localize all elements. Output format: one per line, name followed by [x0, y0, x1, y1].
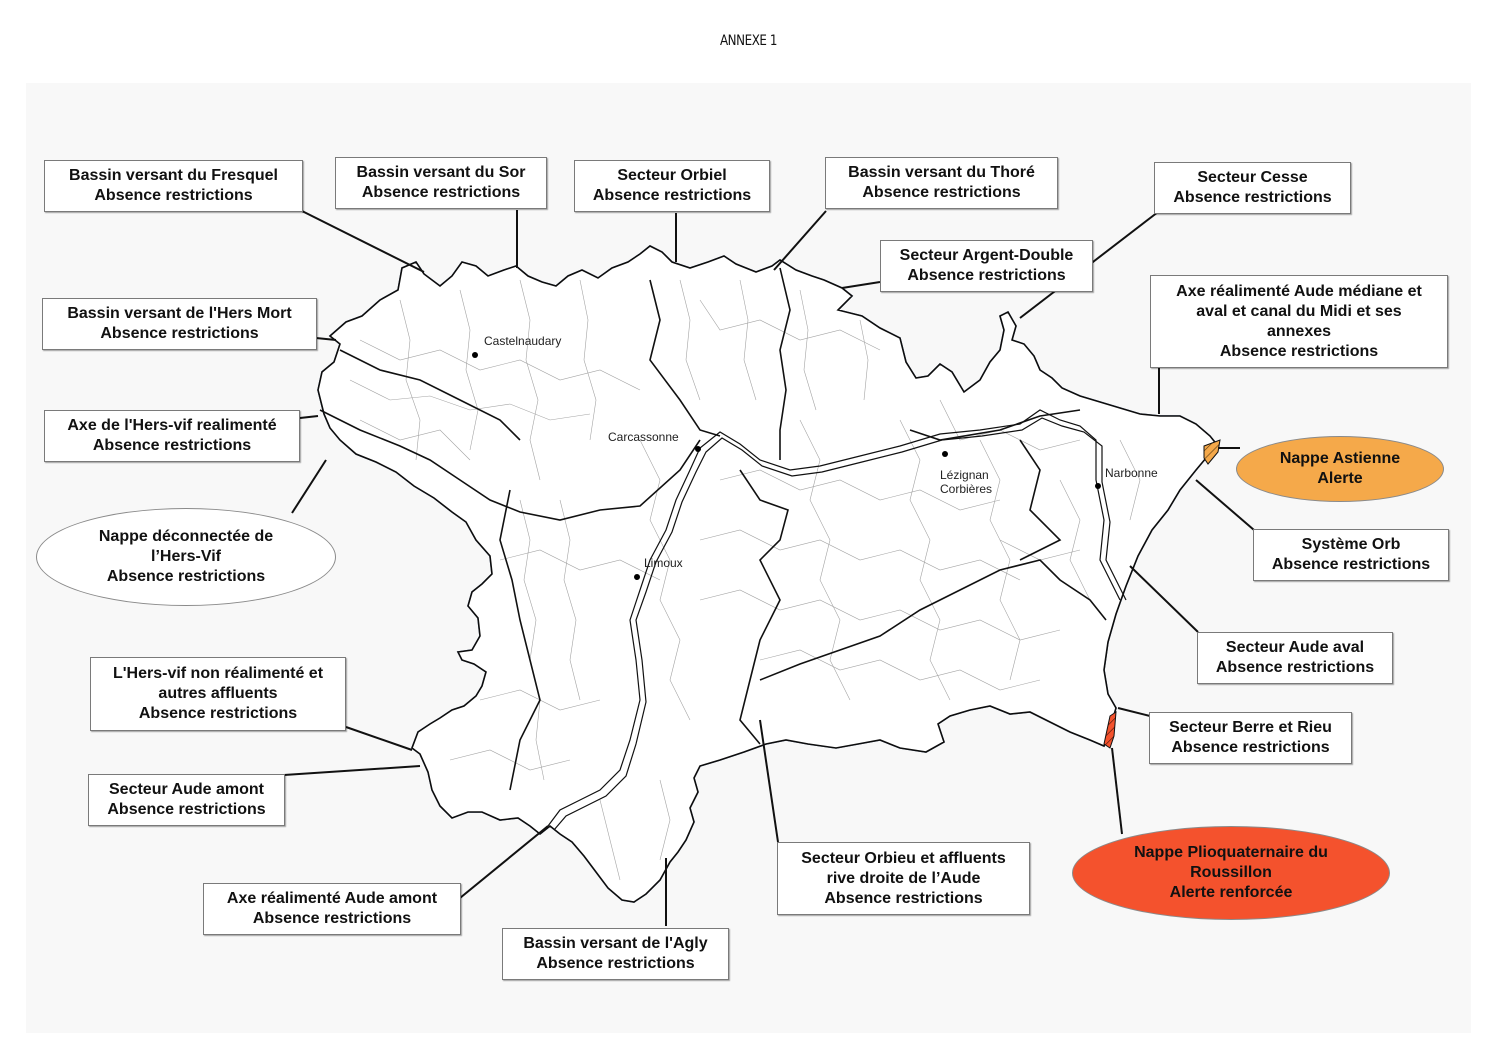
zone-name: Bassin versant du Fresquel [69, 167, 278, 184]
callout-axe-aude-amont [203, 883, 461, 935]
ellipse-nappe-roussillon [1072, 826, 1390, 920]
town-label-lezignan-line1: Lézignan [940, 468, 989, 482]
zone-name: Secteur Cesse [1197, 169, 1308, 186]
callout-thore [825, 157, 1058, 209]
callout-orbieu [777, 842, 1030, 915]
town-marker-narbonne [1095, 483, 1101, 489]
town-marker-lezignan [942, 451, 948, 457]
zone-name: Axe réalimenté Aude amont [226, 890, 438, 907]
town-label-limoux: Limoux [644, 556, 683, 570]
zone-name-line2: l’Hers-Vif [151, 548, 221, 565]
zone-name-line1: Secteur Orbieu et affluents [801, 849, 1006, 867]
zone-status: Absence restrictions [94, 187, 253, 204]
zone-status: Absence restrictions [536, 955, 695, 972]
callout-aude-amont [88, 774, 285, 826]
department-outline [318, 246, 1218, 902]
zone-status: Absence restrictions [106, 568, 266, 585]
town-label-lezignan [940, 468, 992, 496]
town-label-carcassonne: Carcassonne [608, 430, 679, 444]
town-label-castelnaudary: Castelnaudary [484, 334, 562, 348]
zone-status: Absence restrictions [92, 437, 252, 454]
zone-name-line2: autres affluents [158, 685, 278, 702]
zone-name: Bassin versant du Sor [356, 164, 526, 181]
zone-status: Absence restrictions [907, 267, 1066, 284]
town-marker-carcassonne [695, 446, 701, 452]
town-marker-limoux [634, 574, 640, 580]
zone-status: Absence restrictions [361, 184, 521, 201]
callout-agly [502, 928, 729, 980]
callout-aude-mediane [1150, 275, 1448, 368]
zone-status: Alerte [1317, 470, 1363, 487]
callout-cesse [1154, 162, 1351, 214]
zone-name: Bassin versant de l'Agly [523, 935, 708, 952]
page-title: ANNEXE 1 [719, 33, 778, 49]
zone-name-line2: aval et canal du Midi et ses [1196, 302, 1402, 320]
callout-fresquel [44, 160, 303, 212]
callout-argent-double [880, 240, 1093, 292]
zone-name-line1: Nappe Plioquaternaire du [1134, 844, 1328, 861]
callout-aude-aval [1197, 632, 1393, 684]
zone-name: Secteur Aude amont [109, 781, 264, 798]
zone-name: Bassin versant de l'Hers Mort [67, 305, 292, 322]
town-label-lezignan-line2: Corbières [940, 482, 993, 496]
callout-hers-vif-non-realimente [90, 657, 346, 731]
zone-name: Axe de l'Hers-vif realimenté [67, 417, 277, 434]
zone-status: Absence restrictions [824, 889, 983, 907]
zone-status: Absence restrictions [1173, 189, 1332, 206]
callout-hers-vif-realimente [44, 410, 300, 462]
zone-status: Absence restrictions [862, 184, 1021, 201]
zone-status: Absence restrictions [107, 801, 266, 818]
zone-name: Secteur Orbiel [617, 167, 727, 184]
town-marker-castelnaudary [472, 352, 478, 358]
zone-name-line3: annexes [1266, 322, 1332, 340]
callout-systeme-orb [1253, 529, 1449, 581]
zone-status: Absence restrictions [1271, 556, 1431, 573]
zone-name: Secteur Aude aval [1225, 639, 1365, 656]
zone-status: Absence restrictions [1171, 739, 1330, 756]
zone-name: Bassin versant du Thoré [848, 164, 1035, 181]
zone-status: Absence restrictions [138, 705, 298, 722]
zone-name: Secteur Argent-Double [899, 247, 1074, 264]
zone-name: Système Orb [1301, 536, 1401, 553]
zone-name-line2: Roussillon [1190, 864, 1272, 881]
zone-name-line1: Nappe déconnectée de [98, 528, 274, 545]
town-label-narbonne: Narbonne [1105, 466, 1158, 480]
zone-name-line2: rive droite de l’Aude [826, 869, 981, 887]
zone-name-line1: Axe réalimenté Aude médiane et [1176, 282, 1422, 300]
zone-name-line1: L'Hers-vif non réalimenté et [112, 665, 324, 682]
callout-orbiel [574, 160, 770, 212]
zone-name: Nappe Astienne [1279, 450, 1401, 467]
zone-name: Secteur Berre et Rieu [1169, 719, 1332, 736]
zone-status: Absence restrictions [100, 325, 259, 342]
zone-status: Absence restrictions [592, 187, 752, 204]
callout-hers-mort [42, 298, 317, 350]
zone-status: Absence restrictions [1215, 659, 1375, 676]
callout-sor [335, 157, 547, 209]
callout-berre-rieu [1149, 712, 1352, 764]
zone-status: Alerte renforcée [1169, 884, 1293, 901]
zone-status: Absence restrictions [252, 910, 412, 927]
zone-status: Absence restrictions [1219, 342, 1379, 360]
ellipse-nappe-hers-vif [36, 508, 336, 606]
ellipse-nappe-astienne [1236, 436, 1444, 502]
